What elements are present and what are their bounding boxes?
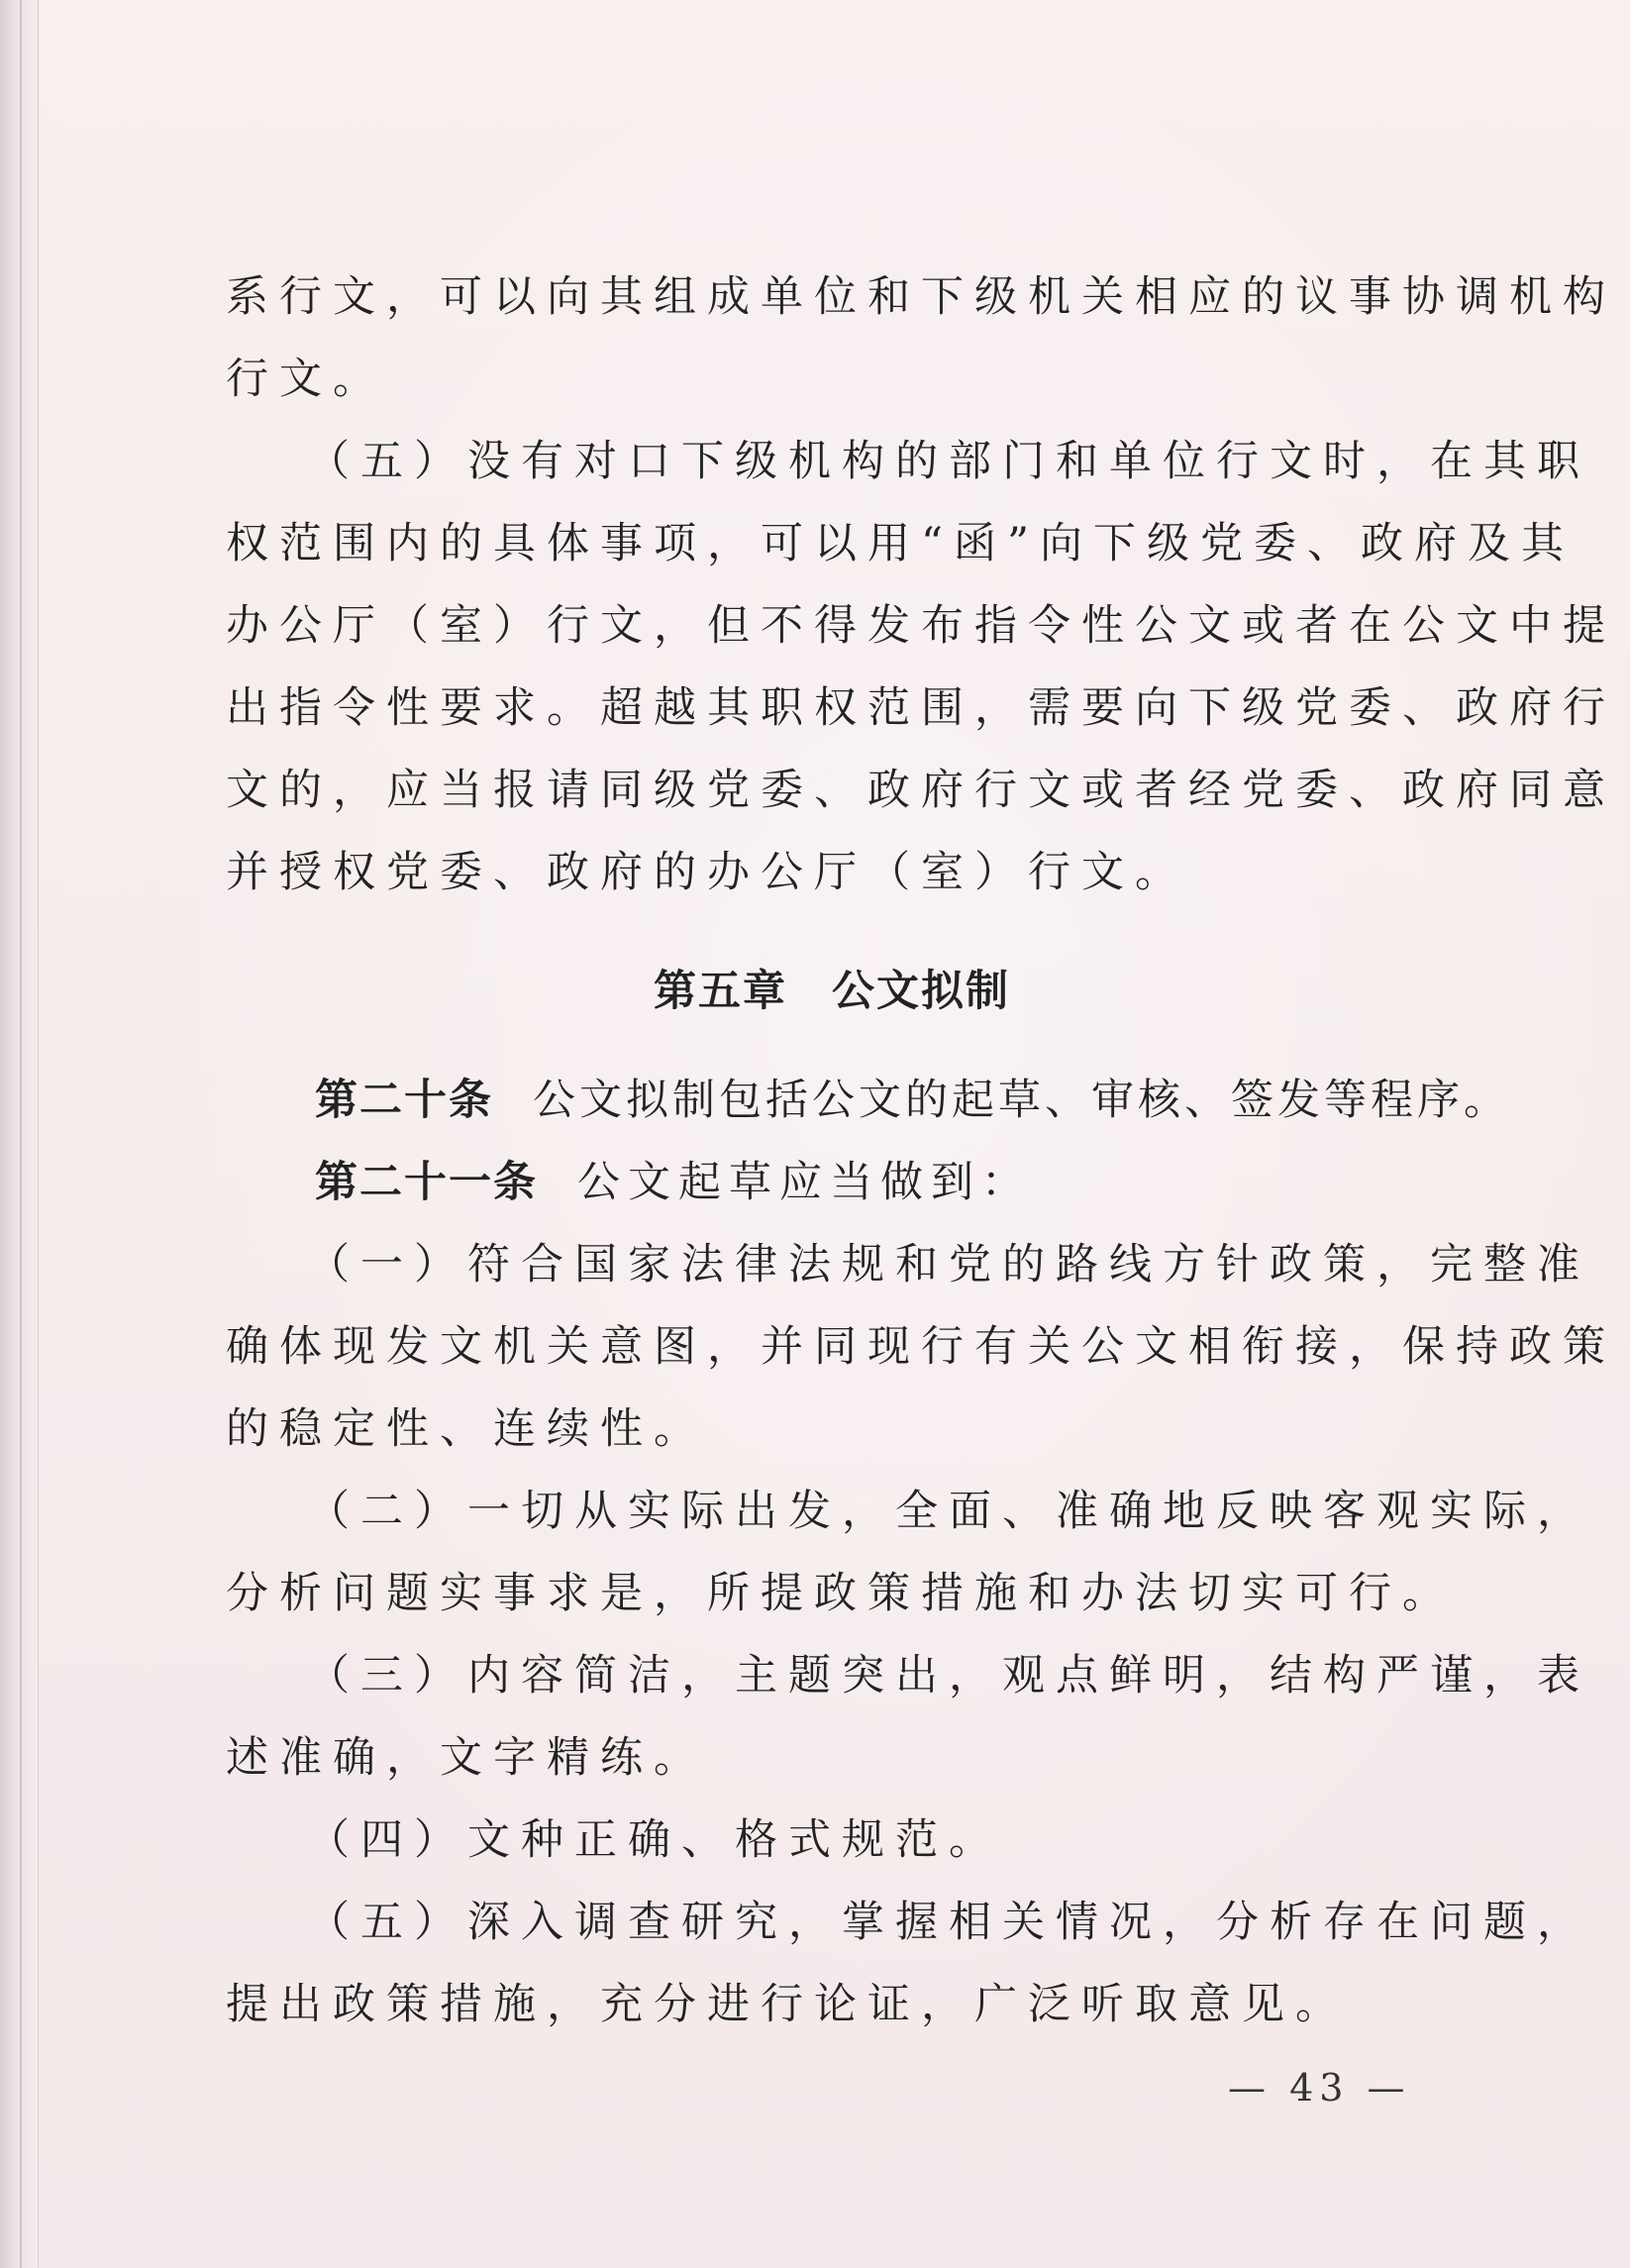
article-text: 公文起草应当做到： (577, 1158, 1032, 1207)
text-line: 述准确，文字精练。 (226, 1733, 707, 1783)
page-binding-line (20, 0, 22, 2268)
text-line: （五）深入调查研究，掌握相关情况，分析存在问题， (307, 1898, 1590, 1947)
page-number: — 43 — (1228, 2066, 1411, 2110)
chapter-title: 第五章 公文拟制 (654, 967, 1010, 1016)
article-text: 公文拟制包括公文的起草、审核、签发等程序。 (533, 1076, 1510, 1125)
text-line: 系行文，可以向其组成单位和下级机关相应的议事协调机构 (226, 272, 1616, 322)
text-line: 并授权党委、政府的办公厅（室）行文。 (226, 848, 1188, 897)
text-line: 分析问题实事求是，所提政策措施和办法切实可行。 (226, 1569, 1456, 1618)
text-line: 办公厅（室）行文，但不得发布指令性公文或者在公文中提 (226, 601, 1616, 651)
text-line: （三）内容简洁，主题突出，观点鲜明，结构严谨，表 (307, 1651, 1590, 1701)
text-line: 权范围内的具体事项，可以用“函”向下级党委、政府及其 (226, 519, 1575, 568)
article-label: 第二十一条 (315, 1158, 538, 1207)
text-line: （四）文种正确、格式规范。 (307, 1815, 1002, 1865)
text-line: （五）没有对口下级机构的部门和单位行文时，在其职 (307, 437, 1590, 486)
article-20 (315, 1075, 1510, 1126)
article-label: 第二十条 (315, 1076, 493, 1125)
text-line: 的稳定性、连续性。 (226, 1404, 707, 1454)
text-line: 出指令性要求。超越其职权范围，需要向下级党委、政府行 (226, 683, 1616, 733)
text-line: （一）符合国家法律法规和党的路线方针政策，完整准 (307, 1240, 1590, 1289)
text-line: 文的，应当报请同级党委、政府行文或者经党委、政府同意 (226, 766, 1616, 815)
text-line: 行文。 (226, 355, 386, 404)
article-21 (315, 1157, 1032, 1208)
text-line: 提出政策措施，充分进行论证，广泛听取意见。 (226, 1980, 1349, 2029)
text-line: 确体现发文机关意图，并同现行有关公文相衔接，保持政策 (226, 1322, 1616, 1372)
text-line: （二）一切从实际出发，全面、准确地反映客观实际， (307, 1487, 1590, 1536)
